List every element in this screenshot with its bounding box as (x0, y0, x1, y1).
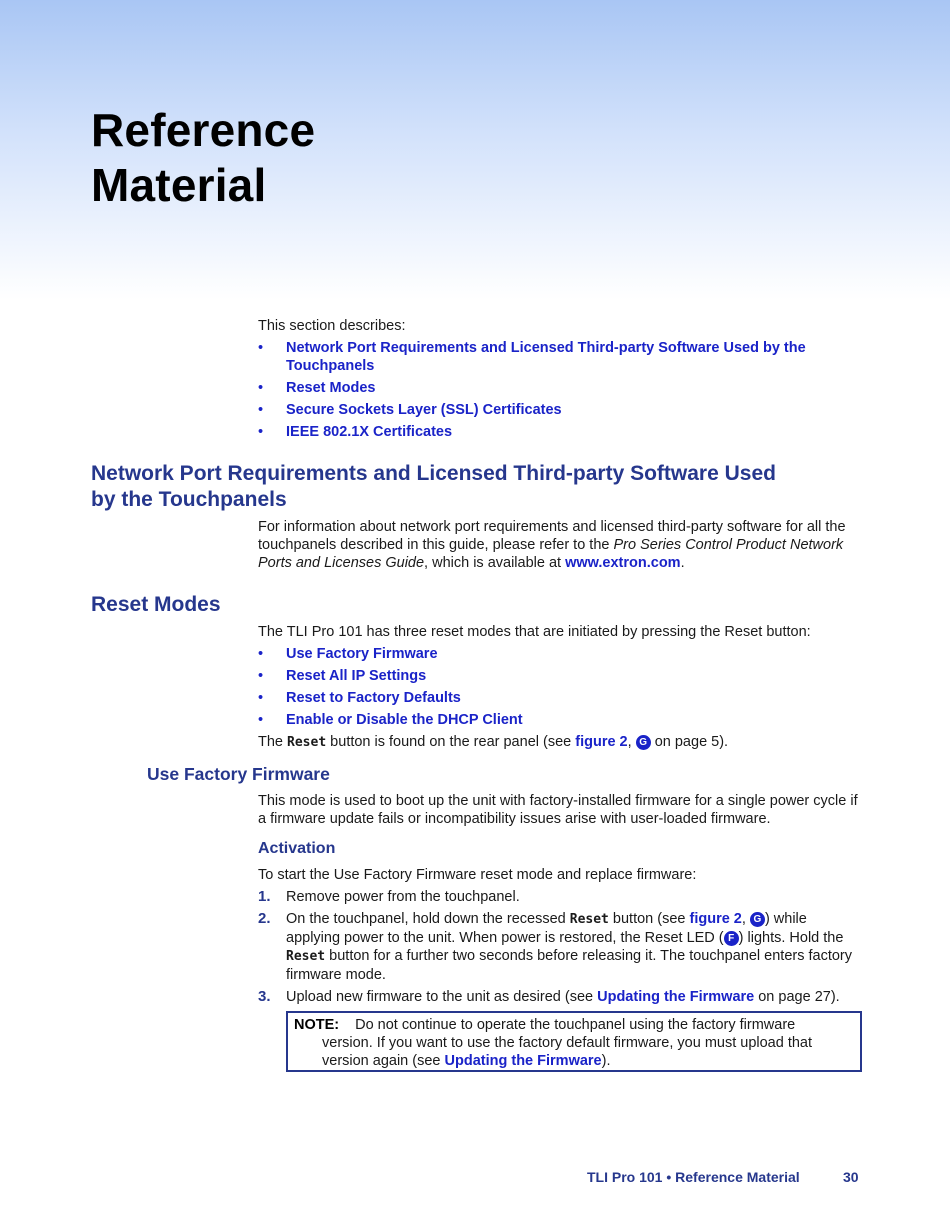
reset-bullet-label[interactable]: Reset All IP Settings (286, 668, 427, 684)
figure-2-link[interactable]: figure 2 (575, 734, 628, 750)
chapter-title-line2: Material (91, 159, 267, 211)
network-heading (91, 461, 871, 513)
reset-button-name: Reset (287, 735, 327, 750)
step-text: Remove power from the touchpanel. (286, 889, 520, 905)
chapter-title-line1: Reference (91, 104, 316, 156)
step-number: 2. (258, 910, 271, 927)
note-line2: version. If you want to use the factory default firmware, you must upload that (322, 1035, 813, 1051)
reset-modes-heading: Reset Modes (91, 593, 221, 616)
reset-bullet-factory-firmware[interactable] (258, 645, 838, 663)
intro-bullet-label[interactable]: IEEE 802.1X Certificates (286, 424, 453, 440)
reset-button-name: Reset (569, 912, 609, 927)
network-heading-line2: by the Touchpanels (91, 488, 287, 511)
reset-location-text-a: The (258, 734, 288, 750)
reset-location-text-b: button is found on the rear panel (see (326, 734, 576, 750)
factory-firmware-paragraph: This mode is used to boot up the unit with factory-installed firmware for a single power cycle if a firmware update fails or incompatibility issues arise with user-loaded firmware. (258, 793, 858, 827)
intro-bullet-network[interactable] (258, 339, 838, 375)
callout-g-icon: G (750, 912, 765, 927)
step-text-part: button for a further two seconds before releasing it. The touchpanel enters factory firmware mode. (286, 948, 853, 983)
step-item (258, 888, 858, 906)
reset-bullet-dhcp[interactable] (258, 711, 838, 729)
step-number: 1. (258, 888, 271, 905)
reset-lead: The TLI Pro 101 has three reset modes that are initiated by pressing the Reset button: (258, 624, 811, 640)
network-text-a: For information about network port requirements and licensed third-party software for all the touchpanels described in this guide, please refer to the (258, 519, 846, 553)
reset-location-text-d: on page 5). (650, 734, 729, 750)
note-box (286, 1011, 862, 1072)
reset-bullet-list (258, 645, 838, 729)
step-text-part: Upload new firmware to the unit as desired (see (286, 989, 598, 1005)
intro-bullet-label[interactable]: Network Port Requirements and Licensed Third-party Software Used by the Touchpanels (286, 340, 806, 374)
footer-page-number: 30 (843, 1169, 859, 1185)
intro-bullet-ieee[interactable] (258, 423, 838, 441)
updating-firmware-link[interactable]: Updating the Firmware (597, 989, 755, 1005)
activation-lead: To start the Use Factory Firmware reset mode and replace firmware: (258, 867, 697, 883)
callout-g-icon: G (636, 735, 651, 750)
intro-bullet-ssl[interactable] (258, 401, 838, 419)
step-text-part: button (see (608, 911, 690, 927)
reset-button-location (258, 733, 858, 752)
step-text-part: ) lights. Hold the (738, 930, 844, 946)
step-text-part: on page 27). (754, 989, 840, 1005)
step-text-part: On the touchpanel, hold down the recessed (286, 911, 570, 927)
updating-firmware-link[interactable]: Updating the Firmware (444, 1053, 602, 1069)
reset-bullet-factory-defaults[interactable] (258, 689, 838, 707)
network-text-b: , which is available at (424, 555, 566, 571)
network-guide-title: Pro Series Control Product Network Ports and Licenses Guide (258, 537, 844, 571)
reset-bullet-label[interactable]: Reset to Factory Defaults (286, 690, 461, 706)
network-text-c: . (680, 555, 685, 571)
step-item (258, 910, 858, 984)
reset-button-name: Reset (286, 949, 326, 964)
note-label: NOTE: (294, 1017, 340, 1033)
extron-website-link[interactable]: www.extron.com (565, 555, 681, 571)
step-text-part: ) while applying power to the unit. When power is restored, the Reset LED ( (286, 911, 807, 946)
note-line3-b: ). (601, 1053, 611, 1069)
network-paragraph (258, 518, 854, 572)
reset-bullet-ip-settings[interactable] (258, 667, 838, 685)
factory-firmware-heading: Use Factory Firmware (147, 764, 330, 784)
step-number: 3. (258, 988, 271, 1005)
footer-document-title: TLI Pro 101 • Reference Material (587, 1169, 800, 1185)
intro-bullet-reset[interactable] (258, 379, 838, 397)
network-heading-line1: Network Port Requirements and Licensed Third-party Software Used (91, 462, 776, 485)
step-item (258, 988, 858, 1006)
figure-2-link[interactable]: figure 2 (689, 911, 742, 927)
intro-bullet-label[interactable]: Reset Modes (286, 380, 376, 396)
intro-bullet-label[interactable]: Secure Sockets Layer (SSL) Certificates (286, 402, 562, 418)
note-line3 (294, 1052, 860, 1070)
intro-lead: This section describes: (258, 318, 406, 334)
intro-bullet-list (258, 339, 838, 441)
reset-bullet-label[interactable]: Use Factory Firmware (286, 646, 438, 662)
reset-location-text-c: , (627, 734, 636, 750)
note-line3-a: version again (see (322, 1053, 445, 1069)
chapter-title (91, 103, 315, 213)
activation-steps (258, 888, 858, 1010)
callout-f-icon: F (724, 931, 739, 946)
note-line1: Do not continue to operate the touchpanel using the factory firmware (355, 1017, 796, 1033)
step-text-part: , (741, 911, 750, 927)
activation-heading: Activation (258, 840, 336, 857)
reset-bullet-label[interactable]: Enable or Disable the DHCP Client (286, 712, 523, 728)
